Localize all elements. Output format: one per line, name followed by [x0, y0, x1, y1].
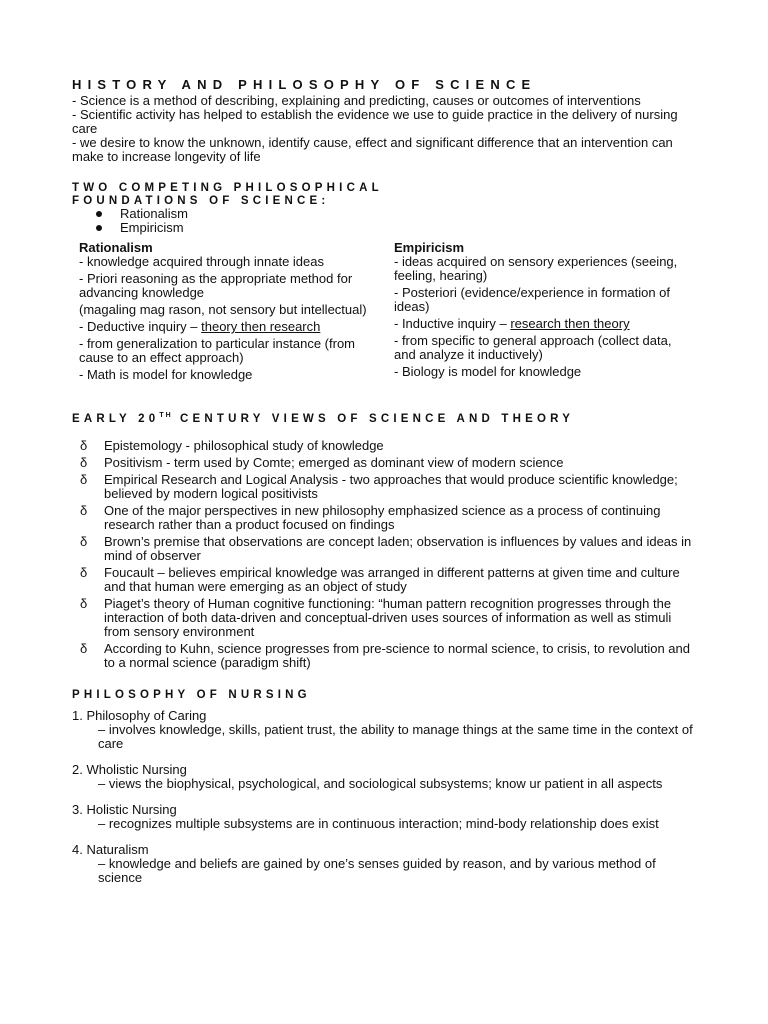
heading-text: CENTURY VIEWS OF SCIENCE AND THEORY [172, 413, 575, 425]
nursing-item-title: 2. Wholistic Nursing [72, 762, 187, 777]
list-item [80, 535, 700, 563]
list-item: - knowledge acquired through innate ideas [79, 254, 325, 269]
page-title: HISTORY AND PHILOSOPHY OF SCIENCE [72, 77, 537, 92]
section-heading: PHILOSOPHY OF NURSING [72, 689, 311, 701]
heading-text: EARLY 20 [72, 413, 160, 425]
list-item [80, 642, 700, 670]
nursing-item-desc-text: – views the biophysical, psychological, and sociological subsystems; know ur patient in all aspects [98, 776, 663, 791]
rationalism-column [79, 241, 379, 382]
delta-bullet-icon: δ [80, 438, 88, 453]
intro-line: - Science is a method of describing, explaining and predicting, causes or outcomes of interventions [72, 93, 641, 108]
delta-bullet-icon: δ [80, 565, 88, 580]
list-item: - Biology is model for knowledge [394, 364, 582, 379]
section-heading: TWO COMPETING PHILOSOPHICAL [72, 182, 383, 194]
list-item [72, 803, 697, 831]
nursing-item-desc [72, 777, 697, 791]
list-item: - from specific to general approach (collect data, and analyze it inductively) [394, 333, 672, 362]
list-item [72, 709, 697, 751]
nursing-item-title: 1. Philosophy of Caring [72, 708, 207, 723]
list-item-text: According to Kuhn, science progresses from pre-science to normal science, to crisis, to revolution and to a normal science (paradigm shift) [104, 641, 690, 670]
nursing-heading [72, 689, 702, 702]
list-item: - ideas acquired on sensory experiences (seeing, feeling, hearing) [394, 254, 678, 283]
empiricism-heading: Empiricism [394, 240, 465, 255]
intro-section [72, 94, 702, 164]
list-item: - Math is model for knowledge [79, 367, 253, 382]
list-item [72, 763, 697, 791]
list-item [80, 456, 700, 470]
list-item: - Posteriori (evidence/experience in formation of ideas) [394, 285, 671, 314]
foundations-bullet-list [96, 207, 188, 235]
list-item [80, 597, 700, 639]
list-item-label: Rationalism [120, 206, 188, 221]
delta-bullet-icon: δ [80, 455, 88, 470]
nursing-item-desc-text: – recognizes multiple subsystems are in continuous interaction; mind-body relationship does exist [98, 816, 659, 831]
underlined-text: research then theory [510, 316, 630, 331]
nursing-item-desc-text: – knowledge and beliefs are gained by one’s senses guided by reason, and by various method of science [98, 856, 656, 885]
list-item-text: Empirical Research and Logical Analysis - two approaches that would produce scientific knowledge; believed by modern logical positivists [104, 472, 678, 501]
early-century-list [80, 439, 700, 673]
list-item-text: One of the major perspectives in new philosophy emphasized science as a process of continuing research rather than a product focused on findings [104, 503, 661, 532]
list-item [96, 207, 188, 221]
bullet-icon [96, 211, 102, 217]
intro-line: - Scientific activity has helped to establish the evidence we use to guide practice in the delivery of nursing care [72, 107, 678, 136]
nursing-list [72, 709, 697, 897]
list-item [394, 317, 694, 331]
list-item [79, 320, 379, 334]
nursing-item-title: 3. Holistic Nursing [72, 802, 177, 817]
section-heading [72, 413, 702, 426]
list-item-text: Piaget’s theory of Human cognitive functioning: “human pattern recognition progresses through the interaction of both data-driven and conceptual-driven uses sources of information as well as stimuli from sensory environment [104, 596, 672, 639]
empiricism-column [394, 241, 694, 379]
intro-line: - we desire to know the unknown, identify cause, effect and significant difference that an intervention can make to increase longevity of life [72, 135, 673, 164]
delta-bullet-icon: δ [80, 472, 88, 487]
rationalism-heading: Rationalism [79, 240, 153, 255]
nursing-item-title: 4. Naturalism [72, 842, 149, 857]
nursing-item-desc-text: – involves knowledge, skills, patient trust, the ability to manage things at the same time in the context of care [98, 722, 693, 751]
list-item-text: Brown’s premise that observations are concept laden; observation is influences by values and ideas in mind of observer [104, 534, 692, 563]
list-item [72, 843, 697, 885]
list-item: (magaling mag rason, not sensory but intellectual) [79, 302, 367, 317]
nursing-item-desc [72, 723, 697, 751]
list-item [80, 473, 700, 501]
nursing-item-desc [72, 817, 697, 831]
nursing-item-desc [72, 857, 697, 885]
list-item: - from generalization to particular instance (from cause to an effect approach) [79, 336, 356, 365]
list-item-label: Empiricism [120, 220, 184, 235]
list-item-text: - Deductive inquiry – [79, 319, 202, 334]
list-item-text: Epistemology - philosophical study of knowledge [104, 438, 384, 453]
list-item [80, 504, 700, 532]
delta-bullet-icon: δ [80, 641, 88, 656]
list-item-text: Foucault – believes empirical knowledge was arranged in different patterns at given time and culture and that human were emerging as an object of study [104, 565, 680, 594]
delta-bullet-icon: δ [80, 596, 88, 611]
list-item-text: - Inductive inquiry – [394, 316, 511, 331]
heading-superscript: TH [159, 412, 173, 419]
section-heading: FOUNDATIONS OF SCIENCE: [72, 195, 330, 207]
delta-bullet-icon: δ [80, 534, 88, 549]
foundations-heading [72, 182, 702, 208]
list-item [80, 439, 700, 453]
list-item [96, 221, 188, 235]
bullet-icon [96, 225, 102, 231]
list-item [80, 566, 700, 594]
underlined-text: theory then research [201, 319, 321, 334]
list-item: - Priori reasoning as the appropriate method for advancing knowledge [79, 271, 353, 300]
list-item-text: Positivism - term used by Comte; emerged as dominant view of modern science [104, 455, 564, 470]
delta-bullet-icon: δ [80, 503, 88, 518]
early-century-heading [72, 413, 702, 426]
